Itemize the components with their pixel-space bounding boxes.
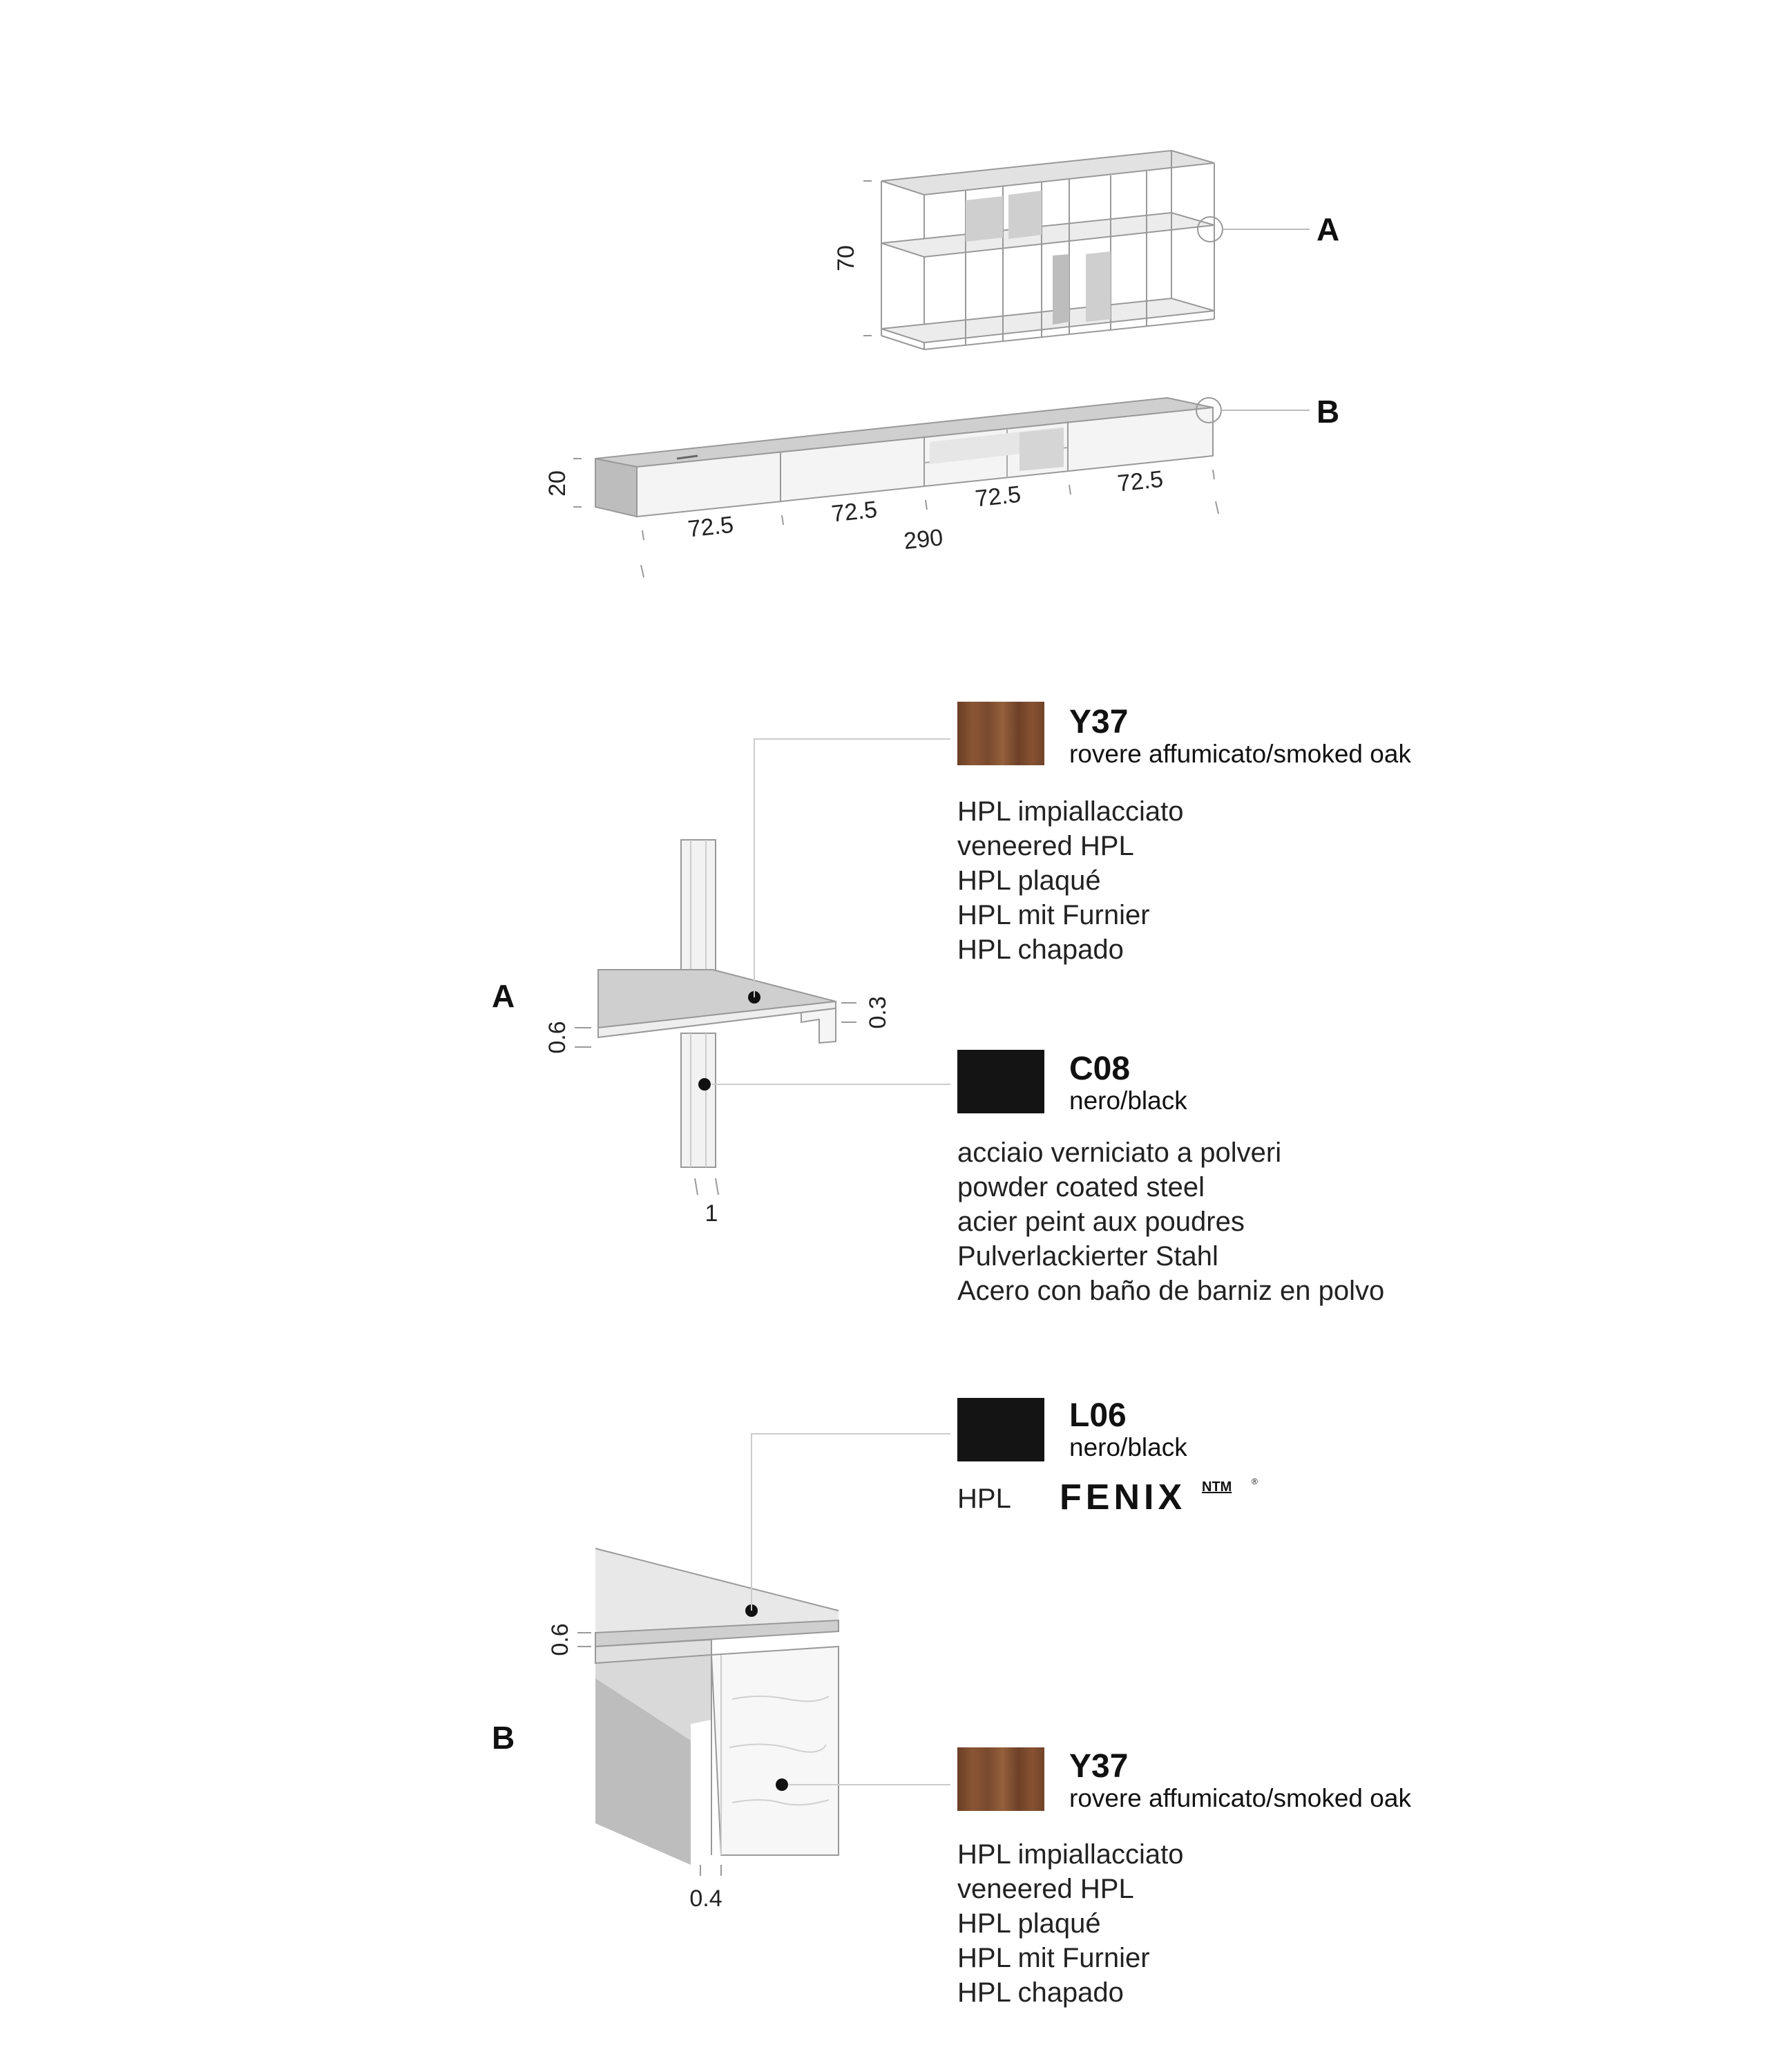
description-line: HPL mit Furnier	[957, 1943, 1150, 1973]
detail-b-top-thickness: 0.6	[547, 1623, 573, 1656]
wood-swatch	[957, 1747, 1044, 1811]
material-code: L06	[1069, 1397, 1127, 1434]
description-line: HPL plaqué	[957, 1908, 1101, 1939]
black-swatch	[957, 1050, 1044, 1113]
ntm-logo: NTM	[1202, 1479, 1232, 1495]
black-swatch	[957, 1398, 1044, 1461]
bottom-unit-height-label: 20	[544, 470, 571, 497]
detail-b-drawing	[577, 1434, 950, 1876]
total-width-label: 290	[902, 524, 945, 555]
material-description	[957, 1135, 1384, 1308]
material-code: Y37	[1069, 704, 1129, 740]
description-line: Pulverlackierter Stahl	[957, 1241, 1218, 1272]
registered-mark: ®	[1252, 1477, 1258, 1486]
material-description	[957, 1837, 1184, 2010]
material-name: nero/black	[1069, 1433, 1187, 1461]
detail-a-label: A	[492, 978, 515, 1014]
material-name: rovere affumicato/smoked oak	[1069, 740, 1411, 768]
material-type: HPL	[957, 1484, 1011, 1514]
module-width-3: 72.5	[973, 481, 1022, 512]
description-line: powder coated steel	[957, 1172, 1205, 1202]
detail-a-upright: 1	[705, 1200, 718, 1227]
description-line: HPL impiallacciato	[957, 796, 1184, 827]
module-width-4: 72.5	[1116, 466, 1165, 497]
description-line: HPL chapado	[957, 934, 1124, 965]
detail-b-front-thickness: 0.4	[689, 1886, 722, 1912]
callout-a-overview: A	[1317, 211, 1340, 247]
material-name: rovere affumicato/smoked oak	[1069, 1784, 1411, 1812]
description-line: veneered HPL	[957, 1874, 1134, 1904]
description-line: Acero con baño de barniz en polvo	[957, 1276, 1385, 1306]
description-line: acciaio verniciato a polveri	[957, 1138, 1282, 1168]
detail-b-label: B	[492, 1720, 515, 1756]
top-unit-height-label: 70	[833, 245, 859, 271]
description-line: HPL plaqué	[957, 865, 1101, 896]
description-line: HPL impiallacciato	[957, 1839, 1184, 1870]
detail-a-drawing	[575, 739, 950, 1195]
description-line: veneered HPL	[957, 831, 1134, 861]
description-line: HPL chapado	[957, 1977, 1124, 2008]
top-shelving-unit	[863, 151, 1310, 349]
module-width-1: 72.5	[686, 511, 735, 543]
module-width-2: 72.5	[830, 496, 879, 528]
wood-swatch	[957, 702, 1044, 765]
fenix-logo: FENIX	[1060, 1477, 1187, 1517]
material-name: nero/black	[1069, 1086, 1187, 1115]
material-description	[957, 794, 1184, 967]
material-code: C08	[1069, 1051, 1131, 1087]
callout-b-overview: B	[1317, 394, 1340, 430]
description-line: acier peint aux poudres	[957, 1207, 1245, 1237]
material-code: Y37	[1069, 1748, 1129, 1785]
description-line: HPL mit Furnier	[957, 900, 1150, 930]
detail-a-shelf-thickness: 0.6	[544, 1021, 571, 1054]
detail-a-lip: 0.3	[865, 996, 891, 1029]
